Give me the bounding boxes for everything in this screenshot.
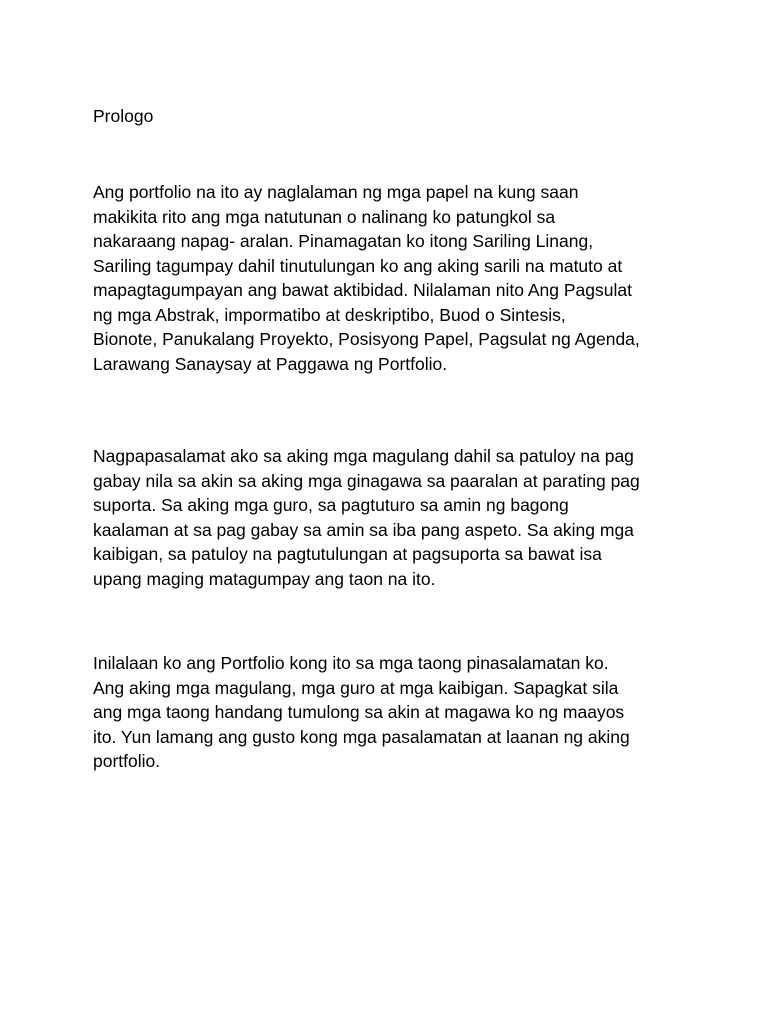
paragraph-dedication: Inilalaan ko ang Portfolio kong ito sa mga taong pinasalamatan ko. Ang aking mga magulang, mga guro at mga kaibigan. Sapagkat sila ang mga taong handang tumulong sa akin at magawa ko ng maayos ito. Yun lamang ang gusto kong mga pasalamatan at laanan ng aking portfolio. [93,653,630,771]
paragraph-introduction: Ang portfolio na ito ay naglalaman ng mga papel na kung saan makikita rito ang mga natutunan o nalinang ko patungkol sa nakaraang napag- aralan. Pinamagatan ko itong Sariling Linang, Sariling tagumpay dahil tinutulungan ko ang aking sarili na matuto at mapagtagumpayan ang bawat aktibidad. Nilalaman nito Ang Pagsulat ng mga Abstrak, impormatibo at deskriptibo, Buod o Sintesis, Bionote, Panukalang Proyekto, Posisyong Papel, Pagsulat ng Agenda, Larawang Sanaysay at Paggawa ng Portfolio. [93,182,640,374]
paragraph-acknowledgement: Nagpapasalamat ako sa aking mga magulang dahil sa patuloy na pag gabay nila sa akin sa aking mga ginagawa sa paaralan at parating pag suporta. Sa aking mga guro, sa pagtuturo sa amin ng bagong kaalaman at sa pag gabay sa amin sa iba pang aspeto. Sa aking mga kaibigan, sa patuloy na pagtutulungan at pagsuporta sa bawat isa upang maging matagumpay ang taon na ito. [93,446,640,589]
document-title: Prologo [93,106,154,126]
